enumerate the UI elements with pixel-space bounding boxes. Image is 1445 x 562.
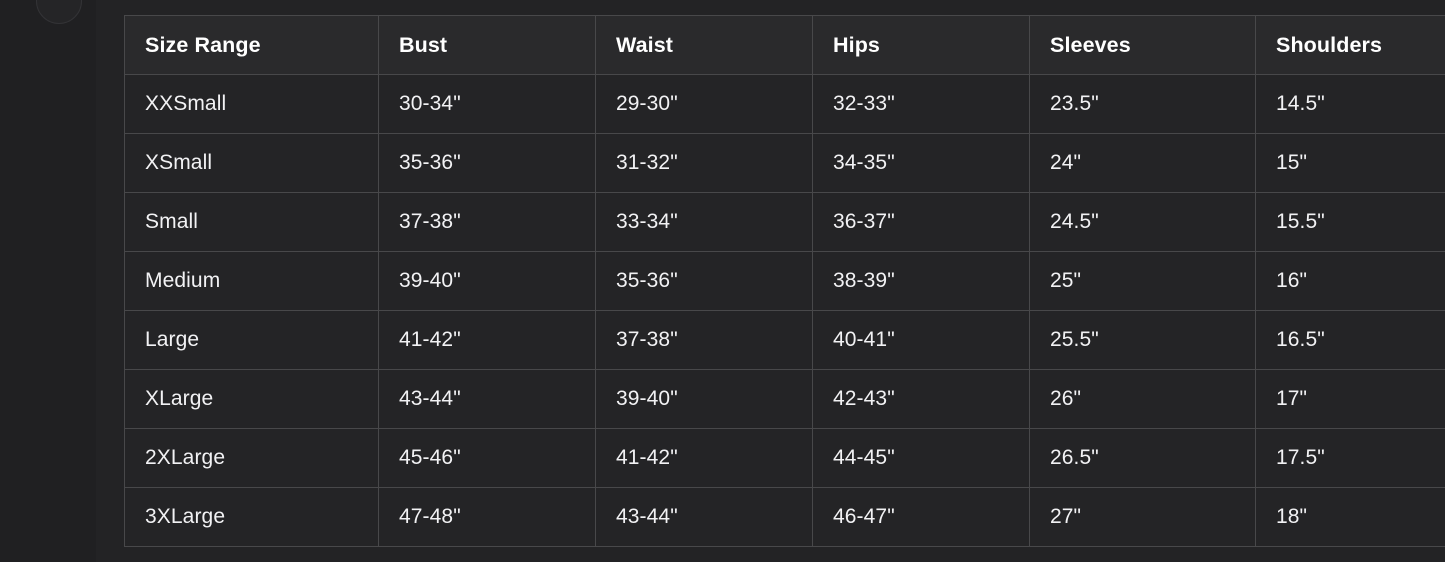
- cell-hips: 36-37": [813, 193, 1030, 252]
- cell-bust: 35-36": [379, 134, 596, 193]
- cell-sleeves: 25.5": [1030, 311, 1256, 370]
- cell-hips: 46-47": [813, 488, 1030, 547]
- cell-waist: 29-30": [596, 75, 813, 134]
- table-row: [125, 193, 1445, 252]
- cell-sleeves: 26": [1030, 370, 1256, 429]
- table-header-row: [125, 16, 1445, 75]
- table-row: [125, 134, 1445, 193]
- cell-bust: 39-40": [379, 252, 596, 311]
- cell-size-range: 2XLarge: [125, 429, 379, 488]
- cell-sleeves: 23.5": [1030, 75, 1256, 134]
- cell-bust: 47-48": [379, 488, 596, 547]
- cell-sleeves: 24.5": [1030, 193, 1256, 252]
- table-row: [125, 75, 1445, 134]
- cell-size-range: Medium: [125, 252, 379, 311]
- table-row: [125, 429, 1445, 488]
- table-row: [125, 370, 1445, 429]
- cell-size-range: XLarge: [125, 370, 379, 429]
- cell-hips: 38-39": [813, 252, 1030, 311]
- cell-hips: 34-35": [813, 134, 1030, 193]
- cell-waist: 39-40": [596, 370, 813, 429]
- cell-shoulders: 18": [1256, 488, 1445, 547]
- cell-waist: 35-36": [596, 252, 813, 311]
- cell-shoulders: 15": [1256, 134, 1445, 193]
- size-chart-container: [124, 15, 1383, 547]
- cell-shoulders: 17.5": [1256, 429, 1445, 488]
- cell-bust: 37-38": [379, 193, 596, 252]
- column-header-waist: Waist: [596, 16, 813, 75]
- table-row: [125, 252, 1445, 311]
- cell-size-range: Small: [125, 193, 379, 252]
- cell-shoulders: 16.5": [1256, 311, 1445, 370]
- cell-sleeves: 26.5": [1030, 429, 1256, 488]
- column-header-sleeves: Sleeves: [1030, 16, 1256, 75]
- cell-bust: 43-44": [379, 370, 596, 429]
- cell-size-range: XXSmall: [125, 75, 379, 134]
- size-chart-body: [125, 75, 1445, 547]
- cell-sleeves: 24": [1030, 134, 1256, 193]
- cell-bust: 30-34": [379, 75, 596, 134]
- left-gutter: [0, 0, 96, 562]
- cell-bust: 41-42": [379, 311, 596, 370]
- cell-shoulders: 17": [1256, 370, 1445, 429]
- cell-waist: 41-42": [596, 429, 813, 488]
- cell-hips: 44-45": [813, 429, 1030, 488]
- cell-shoulders: 14.5": [1256, 75, 1445, 134]
- size-chart-header: [125, 16, 1445, 75]
- column-header-size-range: Size Range: [125, 16, 379, 75]
- cell-size-range: Large: [125, 311, 379, 370]
- cell-waist: 43-44": [596, 488, 813, 547]
- size-chart-table: [124, 15, 1445, 547]
- cell-waist: 37-38": [596, 311, 813, 370]
- cell-bust: 45-46": [379, 429, 596, 488]
- cell-shoulders: 15.5": [1256, 193, 1445, 252]
- table-row: [125, 488, 1445, 547]
- column-header-bust: Bust: [379, 16, 596, 75]
- column-header-hips: Hips: [813, 16, 1030, 75]
- table-row: [125, 311, 1445, 370]
- cell-hips: 32-33": [813, 75, 1030, 134]
- cell-size-range: XSmall: [125, 134, 379, 193]
- column-header-shoulders: Shoulders: [1256, 16, 1445, 75]
- cell-waist: 33-34": [596, 193, 813, 252]
- cell-sleeves: 25": [1030, 252, 1256, 311]
- cell-size-range: 3XLarge: [125, 488, 379, 547]
- cell-waist: 31-32": [596, 134, 813, 193]
- cell-sleeves: 27": [1030, 488, 1256, 547]
- cell-shoulders: 16": [1256, 252, 1445, 311]
- cell-hips: 40-41": [813, 311, 1030, 370]
- cell-hips: 42-43": [813, 370, 1030, 429]
